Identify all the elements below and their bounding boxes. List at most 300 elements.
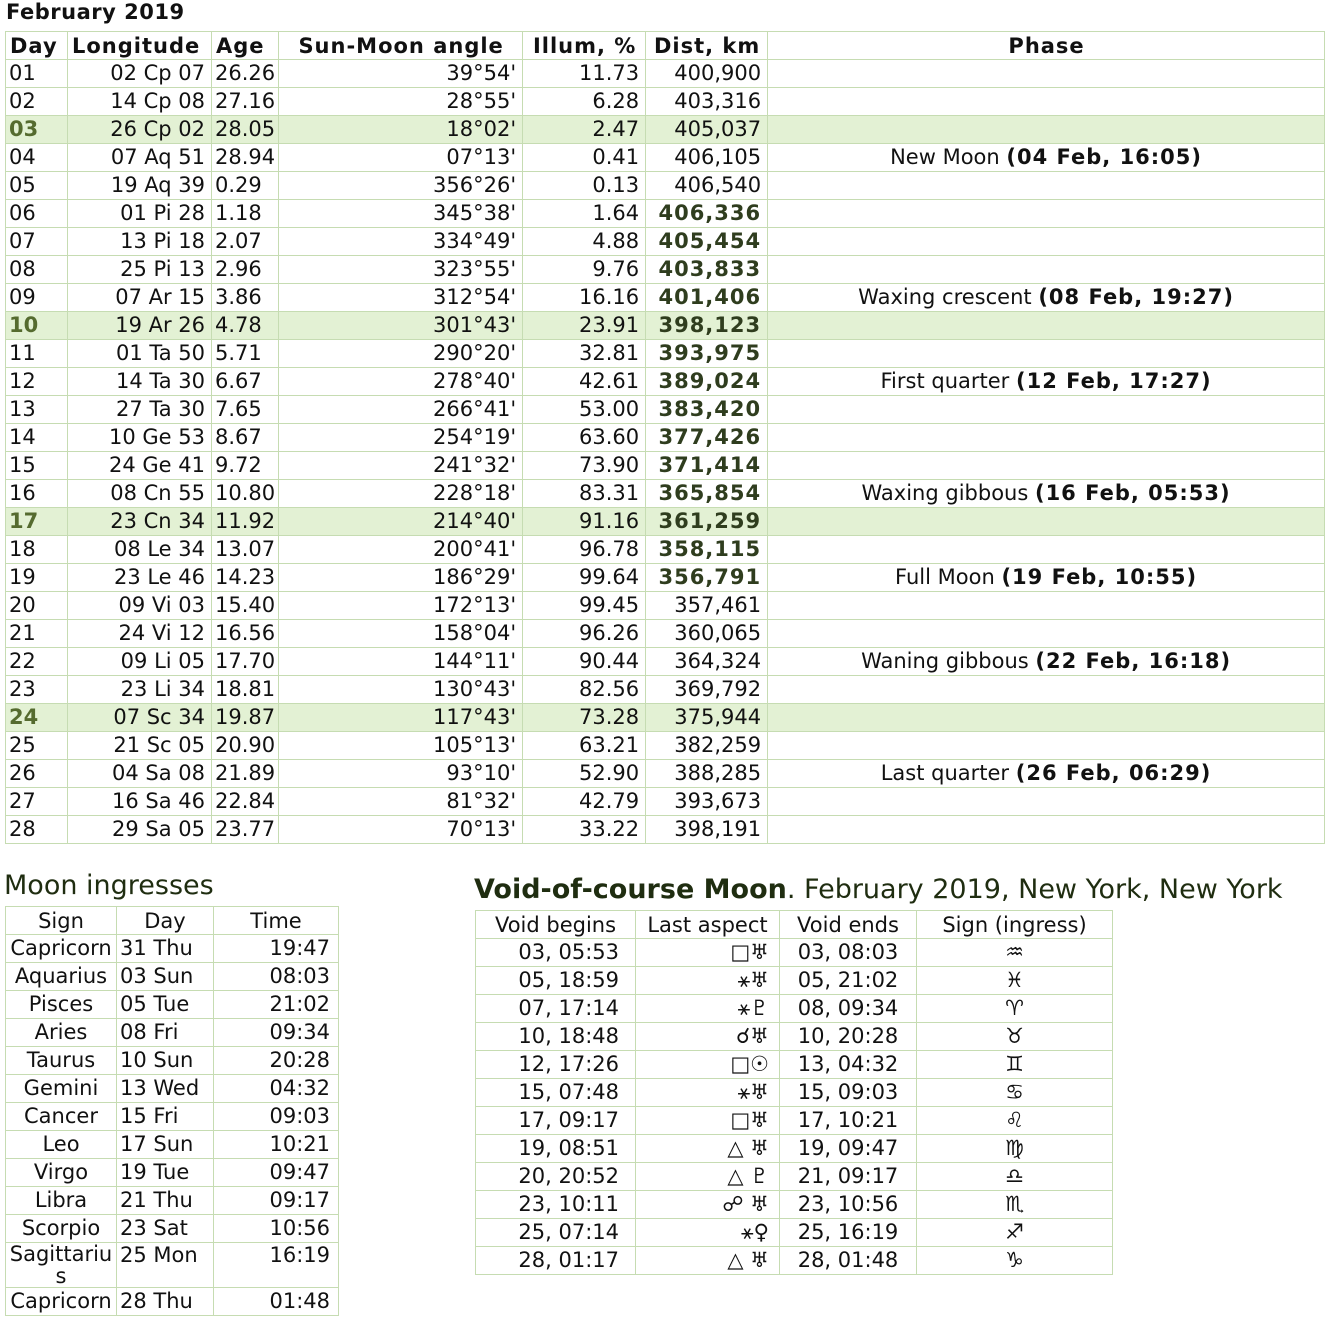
- sun-moon-angle-cell: 144°11': [279, 648, 523, 676]
- day-cell: 23: [6, 676, 68, 704]
- last-aspect-cell: ⚹♅: [636, 1079, 780, 1107]
- table-row: [476, 1163, 1113, 1191]
- day-cell: 06: [6, 200, 68, 228]
- longitude-cell: 29 Sa 05: [68, 816, 212, 844]
- day-cell: 19: [6, 564, 68, 592]
- ingress-day-cell: 10 Sun: [117, 1047, 214, 1075]
- table-row: [6, 732, 1325, 760]
- day-cell: 02: [6, 88, 68, 116]
- phase-cell: [768, 816, 1325, 844]
- void-begins-cell: 07, 17:14: [476, 995, 636, 1023]
- phase-cell: [768, 116, 1325, 144]
- day-cell: 26: [6, 760, 68, 788]
- zodiac-sign-icon: ♉: [917, 1023, 1113, 1051]
- ingress-day-cell: 05 Tue: [117, 991, 214, 1019]
- table-row: [476, 939, 1113, 967]
- distance-cell: 401,406: [646, 284, 768, 312]
- distance-cell: 361,259: [646, 508, 768, 536]
- table-row: [6, 228, 1325, 256]
- last-aspect-cell: ☌♅: [636, 1023, 780, 1051]
- longitude-cell: 23 Le 46: [68, 564, 212, 592]
- table-row: [6, 1187, 339, 1215]
- day-cell: 24: [6, 704, 68, 732]
- phase-cell: [768, 88, 1325, 116]
- sun-moon-angle-cell: 200°41': [279, 536, 523, 564]
- table-row: [6, 816, 1325, 844]
- longitude-cell: 01 Pi 28: [68, 200, 212, 228]
- last-aspect-cell: □☉: [636, 1051, 780, 1079]
- col-ingress-day-header: Day: [117, 907, 214, 935]
- main-table-header: [6, 32, 1325, 60]
- distance-cell: 383,420: [646, 396, 768, 424]
- table-row: [6, 1047, 339, 1075]
- sun-moon-angle-cell: 301°43': [279, 312, 523, 340]
- phase-cell: [768, 648, 1325, 676]
- distance-cell: 398,191: [646, 816, 768, 844]
- ingress-day-cell: 08 Fri: [117, 1019, 214, 1047]
- last-aspect-cell: ⚹♀: [636, 1219, 780, 1247]
- phase-name: Full Moon: [895, 565, 1002, 589]
- distance-cell: 382,259: [646, 732, 768, 760]
- age-cell: 20.90: [212, 732, 279, 760]
- illumination-cell: 73.28: [523, 704, 646, 732]
- illumination-cell: 9.76: [523, 256, 646, 284]
- table-row: [6, 935, 339, 963]
- zodiac-sign-icon: ♎: [917, 1163, 1113, 1191]
- distance-cell: 375,944: [646, 704, 768, 732]
- phase-cell: [768, 732, 1325, 760]
- table-row: [6, 1159, 339, 1187]
- age-cell: 28.94: [212, 144, 279, 172]
- void-title-location: . February 2019, New York, New York: [786, 874, 1283, 905]
- void-begins-cell: 12, 17:26: [476, 1051, 636, 1079]
- last-aspect-cell: ☍ ♅: [636, 1191, 780, 1219]
- day-cell: 14: [6, 424, 68, 452]
- illumination-cell: 82.56: [523, 676, 646, 704]
- day-cell: 18: [6, 536, 68, 564]
- longitude-cell: 27 Ta 30: [68, 396, 212, 424]
- age-cell: 18.81: [212, 676, 279, 704]
- day-cell: 01: [6, 60, 68, 88]
- table-row: [6, 564, 1325, 592]
- sign-cell: Gemini: [6, 1075, 117, 1103]
- ingress-day-cell: 23 Sat: [117, 1215, 214, 1243]
- void-title-main: Void-of-course Moon: [474, 874, 787, 905]
- distance-cell: 406,540: [646, 172, 768, 200]
- longitude-cell: 08 Cn 55: [68, 480, 212, 508]
- table-row: [6, 676, 1325, 704]
- table-row: [6, 536, 1325, 564]
- void-ends-cell: 28, 01:48: [780, 1247, 917, 1275]
- table-row: [6, 172, 1325, 200]
- ingress-day-cell: 31 Thu: [117, 935, 214, 963]
- phase-cell: [768, 676, 1325, 704]
- phase-name: Last quarter: [880, 761, 1016, 785]
- distance-cell: 358,115: [646, 536, 768, 564]
- ingress-time-cell: 21:02: [214, 991, 339, 1019]
- table-row: [6, 1075, 339, 1103]
- sign-cell: Pisces: [6, 991, 117, 1019]
- illumination-cell: 63.60: [523, 424, 646, 452]
- age-cell: 26.26: [212, 60, 279, 88]
- sun-moon-angle-cell: 18°02': [279, 116, 523, 144]
- phase-cell: [768, 452, 1325, 480]
- day-cell: 17: [6, 508, 68, 536]
- table-row: [6, 760, 1325, 788]
- ingress-time-cell: 20:28: [214, 1047, 339, 1075]
- sign-cell: Libra: [6, 1187, 117, 1215]
- ingress-day-cell: 21 Thu: [117, 1187, 214, 1215]
- ingress-time-cell: 10:56: [214, 1215, 339, 1243]
- sun-moon-angle-cell: 228°18': [279, 480, 523, 508]
- day-cell: 10: [6, 312, 68, 340]
- table-row: [6, 963, 339, 991]
- phase-cell: [768, 704, 1325, 732]
- table-row: [6, 1288, 339, 1316]
- day-cell: 07: [6, 228, 68, 256]
- illumination-cell: 99.45: [523, 592, 646, 620]
- distance-cell: 405,037: [646, 116, 768, 144]
- sun-moon-angle-cell: 290°20': [279, 340, 523, 368]
- table-row: [6, 116, 1325, 144]
- table-row: [6, 144, 1325, 172]
- phase-cell: [768, 144, 1325, 172]
- age-cell: 9.72: [212, 452, 279, 480]
- col-angle-header: Sun-Moon angle: [279, 32, 523, 60]
- longitude-cell: 04 Sa 08: [68, 760, 212, 788]
- void-ends-cell: 03, 08:03: [780, 939, 917, 967]
- longitude-cell: 07 Sc 34: [68, 704, 212, 732]
- distance-cell: 393,673: [646, 788, 768, 816]
- table-row: [6, 396, 1325, 424]
- void-ends-cell: 13, 04:32: [780, 1051, 917, 1079]
- void-begins-cell: 25, 07:14: [476, 1219, 636, 1247]
- phase-cell: [768, 564, 1325, 592]
- illumination-cell: 91.16: [523, 508, 646, 536]
- longitude-cell: 16 Sa 46: [68, 788, 212, 816]
- sun-moon-angle-cell: 345°38': [279, 200, 523, 228]
- phase-cell: [768, 368, 1325, 396]
- ingress-time-cell: 09:03: [214, 1103, 339, 1131]
- sun-moon-angle-cell: 266°41': [279, 396, 523, 424]
- distance-cell: 400,900: [646, 60, 768, 88]
- table-row: [6, 424, 1325, 452]
- col-time-header: Time: [214, 907, 339, 935]
- zodiac-sign-icon: ♒: [917, 939, 1113, 967]
- longitude-cell: 13 Pi 18: [68, 228, 212, 256]
- age-cell: 16.56: [212, 620, 279, 648]
- sign-cell: Taurus: [6, 1047, 117, 1075]
- zodiac-sign-icon: ♈: [917, 995, 1113, 1023]
- longitude-cell: 09 Li 05: [68, 648, 212, 676]
- ingress-time-cell: 09:47: [214, 1159, 339, 1187]
- table-row: [476, 1079, 1113, 1107]
- day-cell: 22: [6, 648, 68, 676]
- sun-moon-angle-cell: 93°10': [279, 760, 523, 788]
- void-of-course-table: [475, 910, 1113, 1275]
- phase-date: (22 Feb, 16:18): [1035, 649, 1232, 673]
- longitude-cell: 07 Aq 51: [68, 144, 212, 172]
- sign-cell: Aries: [6, 1019, 117, 1047]
- sign-cell: Capricorn: [6, 1288, 117, 1316]
- phase-cell: [768, 60, 1325, 88]
- illumination-cell: 96.26: [523, 620, 646, 648]
- phase-cell: [768, 508, 1325, 536]
- sun-moon-angle-cell: 334°49': [279, 228, 523, 256]
- col-age-header: Age: [212, 32, 279, 60]
- table-row: [476, 1219, 1113, 1247]
- illumination-cell: 42.61: [523, 368, 646, 396]
- longitude-cell: 08 Le 34: [68, 536, 212, 564]
- day-cell: 15: [6, 452, 68, 480]
- distance-cell: 406,105: [646, 144, 768, 172]
- table-row: [6, 1103, 339, 1131]
- distance-cell: 403,833: [646, 256, 768, 284]
- zodiac-sign-icon: ♌: [917, 1107, 1113, 1135]
- age-cell: 28.05: [212, 116, 279, 144]
- distance-cell: 389,024: [646, 368, 768, 396]
- table-row: [6, 60, 1325, 88]
- day-cell: 04: [6, 144, 68, 172]
- distance-cell: 403,316: [646, 88, 768, 116]
- zodiac-sign-icon: ♍: [917, 1135, 1113, 1163]
- age-cell: 14.23: [212, 564, 279, 592]
- phase-cell: [768, 480, 1325, 508]
- ingress-day-cell: 03 Sun: [117, 963, 214, 991]
- void-ends-cell: 19, 09:47: [780, 1135, 917, 1163]
- zodiac-sign-icon: ♏: [917, 1191, 1113, 1219]
- age-cell: 8.67: [212, 424, 279, 452]
- sun-moon-angle-cell: 312°54': [279, 284, 523, 312]
- table-row: [6, 620, 1325, 648]
- col-illum-header: Illum, %: [523, 32, 646, 60]
- age-cell: 2.07: [212, 228, 279, 256]
- age-cell: 2.96: [212, 256, 279, 284]
- table-row: [6, 452, 1325, 480]
- void-begins-cell: 03, 05:53: [476, 939, 636, 967]
- ingress-table: [5, 906, 339, 1316]
- void-begins-cell: 15, 07:48: [476, 1079, 636, 1107]
- last-aspect-cell: □♅: [636, 939, 780, 967]
- table-row: [6, 88, 1325, 116]
- illumination-cell: 90.44: [523, 648, 646, 676]
- distance-cell: 398,123: [646, 312, 768, 340]
- ingress-day-cell: 25 Mon: [117, 1243, 214, 1288]
- table-row: [6, 991, 339, 1019]
- last-aspect-cell: ⚹♇: [636, 995, 780, 1023]
- phase-name: New Moon: [890, 145, 1007, 169]
- void-ends-cell: 15, 09:03: [780, 1079, 917, 1107]
- phase-cell: [768, 536, 1325, 564]
- day-cell: 05: [6, 172, 68, 200]
- void-begins-cell: 17, 09:17: [476, 1107, 636, 1135]
- col-sign-ingress-header: Sign (ingress): [917, 911, 1113, 939]
- zodiac-sign-icon: ♋: [917, 1079, 1113, 1107]
- table-row: [6, 1019, 339, 1047]
- col-void-ends-header: Void ends: [780, 911, 917, 939]
- illumination-cell: 2.47: [523, 116, 646, 144]
- table-row: [476, 1191, 1113, 1219]
- table-row: [476, 1247, 1113, 1275]
- moon-phase-table: [5, 31, 1325, 844]
- table-row: [6, 368, 1325, 396]
- illumination-cell: 73.90: [523, 452, 646, 480]
- age-cell: 0.29: [212, 172, 279, 200]
- sun-moon-angle-cell: 254°19': [279, 424, 523, 452]
- illumination-cell: 16.16: [523, 284, 646, 312]
- age-cell: 17.70: [212, 648, 279, 676]
- void-ends-cell: 08, 09:34: [780, 995, 917, 1023]
- day-cell: 09: [6, 284, 68, 312]
- zodiac-sign-icon: ♑: [917, 1247, 1113, 1275]
- ingress-time-cell: 19:47: [214, 935, 339, 963]
- illumination-cell: 52.90: [523, 760, 646, 788]
- ingress-day-cell: 13 Wed: [117, 1075, 214, 1103]
- phase-name: Waxing gibbous: [861, 481, 1035, 505]
- age-cell: 7.65: [212, 396, 279, 424]
- phase-cell: [768, 172, 1325, 200]
- longitude-cell: 23 Cn 34: [68, 508, 212, 536]
- distance-cell: 365,854: [646, 480, 768, 508]
- ingress-time-cell: 04:32: [214, 1075, 339, 1103]
- age-cell: 15.40: [212, 592, 279, 620]
- table-row: [476, 1107, 1113, 1135]
- col-sign-header: Sign: [6, 907, 117, 935]
- sun-moon-angle-cell: 105°13': [279, 732, 523, 760]
- longitude-cell: 02 Cp 07: [68, 60, 212, 88]
- phase-name: Waning gibbous: [861, 649, 1036, 673]
- sun-moon-angle-cell: 241°32': [279, 452, 523, 480]
- sun-moon-angle-cell: 117°43': [279, 704, 523, 732]
- phase-cell: [768, 620, 1325, 648]
- day-cell: 12: [6, 368, 68, 396]
- col-void-begins-header: Void begins: [476, 911, 636, 939]
- sun-moon-angle-cell: 186°29': [279, 564, 523, 592]
- illumination-cell: 0.41: [523, 144, 646, 172]
- phase-cell: [768, 312, 1325, 340]
- sun-moon-angle-cell: 39°54': [279, 60, 523, 88]
- longitude-cell: 21 Sc 05: [68, 732, 212, 760]
- longitude-cell: 19 Aq 39: [68, 172, 212, 200]
- age-cell: 27.16: [212, 88, 279, 116]
- phase-cell: [768, 256, 1325, 284]
- illumination-cell: 99.64: [523, 564, 646, 592]
- void-begins-cell: 05, 18:59: [476, 967, 636, 995]
- table-row: [6, 648, 1325, 676]
- void-ends-cell: 21, 09:17: [780, 1163, 917, 1191]
- ingress-day-cell: 28 Thu: [117, 1288, 214, 1316]
- sign-cell: Virgo: [6, 1159, 117, 1187]
- day-cell: 08: [6, 256, 68, 284]
- void-begins-cell: 19, 08:51: [476, 1135, 636, 1163]
- table-row: [6, 256, 1325, 284]
- sign-cell: Cancer: [6, 1103, 117, 1131]
- longitude-cell: 07 Ar 15: [68, 284, 212, 312]
- day-cell: 16: [6, 480, 68, 508]
- last-aspect-cell: △ ♇: [636, 1163, 780, 1191]
- void-ends-cell: 23, 10:56: [780, 1191, 917, 1219]
- longitude-cell: 19 Ar 26: [68, 312, 212, 340]
- void-ends-cell: 25, 16:19: [780, 1219, 917, 1247]
- sign-cell: Sagittarius: [6, 1243, 117, 1288]
- day-cell: 28: [6, 816, 68, 844]
- day-cell: 25: [6, 732, 68, 760]
- sun-moon-angle-cell: 158°04': [279, 620, 523, 648]
- phase-name: Waxing crescent: [858, 285, 1039, 309]
- void-ends-cell: 10, 20:28: [780, 1023, 917, 1051]
- col-last-aspect-header: Last aspect: [636, 911, 780, 939]
- age-cell: 1.18: [212, 200, 279, 228]
- table-row: [6, 200, 1325, 228]
- sun-moon-angle-cell: 172°13': [279, 592, 523, 620]
- col-dist-header: Dist, km: [646, 32, 768, 60]
- col-day-header: Day: [6, 32, 68, 60]
- illumination-cell: 23.91: [523, 312, 646, 340]
- void-begins-cell: 10, 18:48: [476, 1023, 636, 1051]
- age-cell: 5.71: [212, 340, 279, 368]
- sun-moon-angle-cell: 278°40': [279, 368, 523, 396]
- phase-cell: [768, 284, 1325, 312]
- sun-moon-angle-cell: 07°13': [279, 144, 523, 172]
- longitude-cell: 24 Vi 12: [68, 620, 212, 648]
- illumination-cell: 1.64: [523, 200, 646, 228]
- distance-cell: 360,065: [646, 620, 768, 648]
- page-title: February 2019: [6, 0, 185, 24]
- void-begins-cell: 20, 20:52: [476, 1163, 636, 1191]
- ingress-day-cell: 15 Fri: [117, 1103, 214, 1131]
- table-row: [6, 340, 1325, 368]
- illumination-cell: 4.88: [523, 228, 646, 256]
- table-row: [6, 592, 1325, 620]
- age-cell: 21.89: [212, 760, 279, 788]
- phase-name: First quarter: [880, 369, 1016, 393]
- distance-cell: 405,454: [646, 228, 768, 256]
- sun-moon-angle-cell: 70°13': [279, 816, 523, 844]
- ingress-title: Moon ingresses: [4, 870, 214, 901]
- ingress-time-cell: 10:21: [214, 1131, 339, 1159]
- age-cell: 23.77: [212, 816, 279, 844]
- sign-cell: Aquarius: [6, 963, 117, 991]
- distance-cell: 377,426: [646, 424, 768, 452]
- table-row: [6, 284, 1325, 312]
- ingress-time-cell: 09:34: [214, 1019, 339, 1047]
- table-row: [6, 508, 1325, 536]
- zodiac-sign-icon: ♓: [917, 967, 1113, 995]
- sign-cell: Leo: [6, 1131, 117, 1159]
- sun-moon-angle-cell: 323°55': [279, 256, 523, 284]
- sun-moon-angle-cell: 356°26': [279, 172, 523, 200]
- phase-date: (16 Feb, 05:53): [1034, 481, 1231, 505]
- void-begins-cell: 28, 01:17: [476, 1247, 636, 1275]
- ingress-table-header: [6, 907, 339, 935]
- day-cell: 27: [6, 788, 68, 816]
- last-aspect-cell: △ ♅: [636, 1247, 780, 1275]
- phase-cell: [768, 340, 1325, 368]
- phase-cell: [768, 424, 1325, 452]
- distance-cell: 357,461: [646, 592, 768, 620]
- age-cell: 3.86: [212, 284, 279, 312]
- longitude-cell: 14 Cp 08: [68, 88, 212, 116]
- ingress-time-cell: 09:17: [214, 1187, 339, 1215]
- day-cell: 13: [6, 396, 68, 424]
- table-row: [6, 312, 1325, 340]
- distance-cell: 369,792: [646, 676, 768, 704]
- ingress-time-cell: 16:19: [214, 1243, 339, 1288]
- illumination-cell: 6.28: [523, 88, 646, 116]
- distance-cell: 388,285: [646, 760, 768, 788]
- ingress-day-cell: 17 Sun: [117, 1131, 214, 1159]
- illumination-cell: 42.79: [523, 788, 646, 816]
